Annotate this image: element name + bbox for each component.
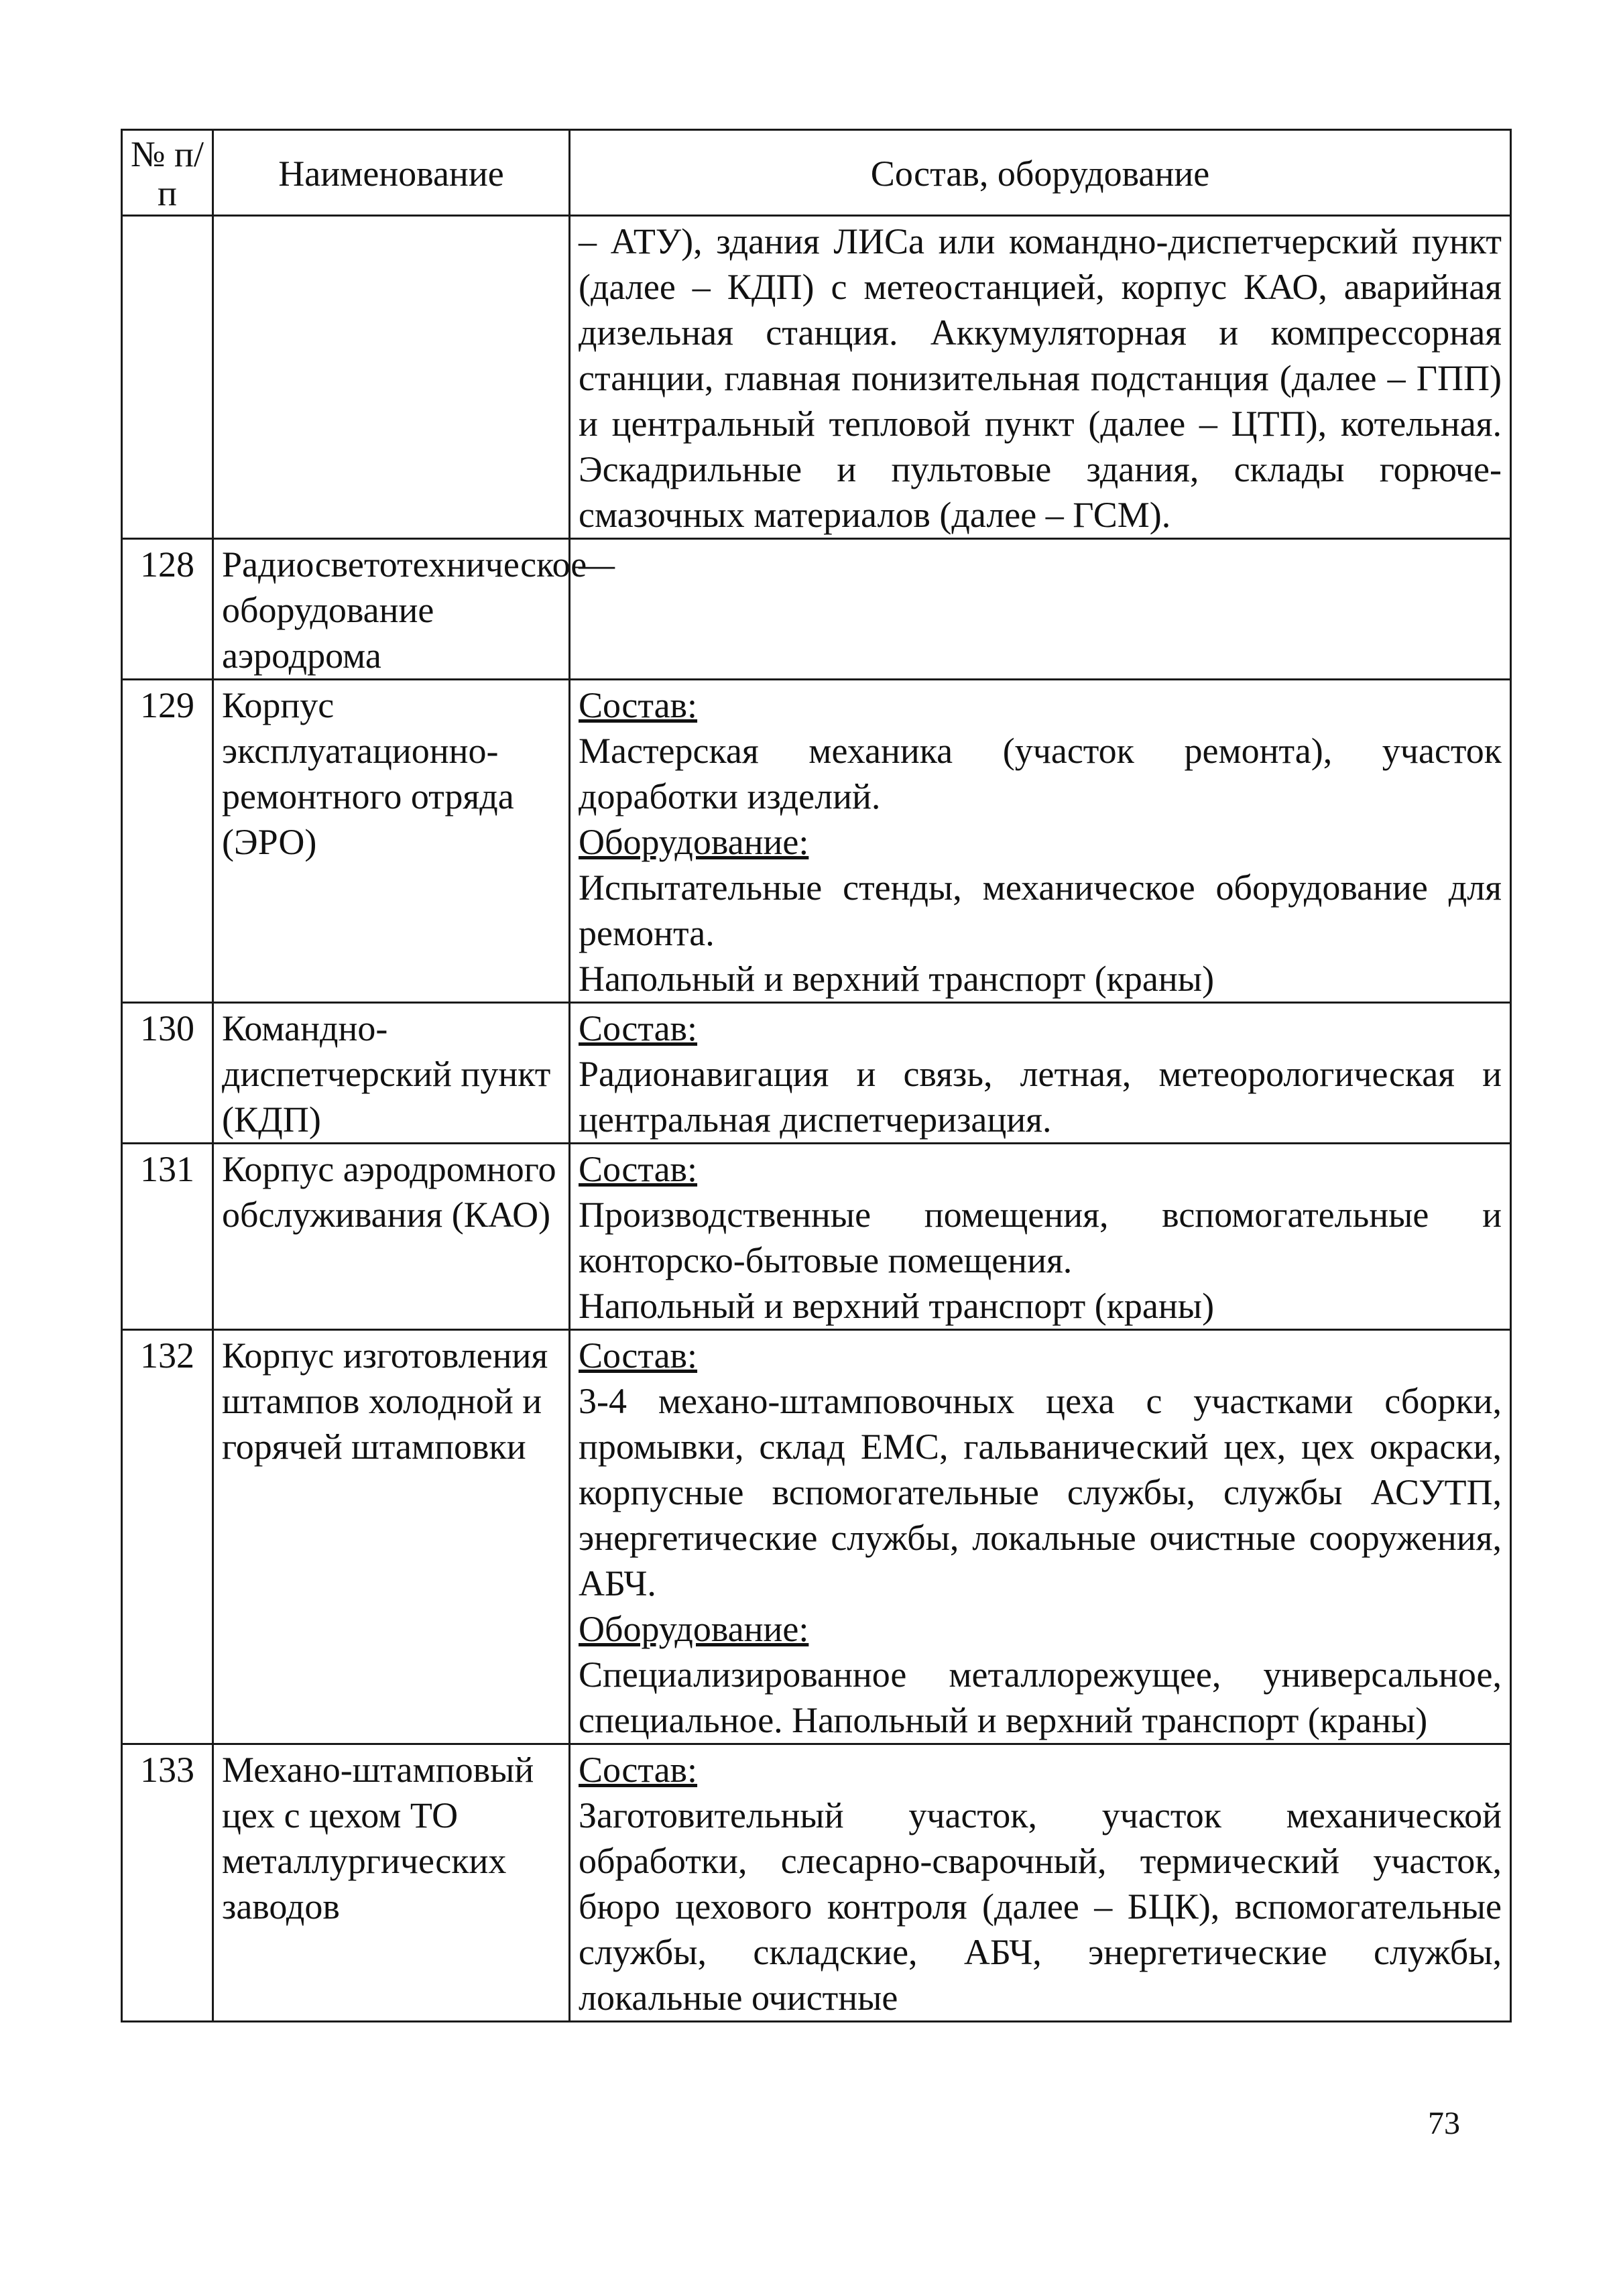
table-row — [122, 539, 1511, 680]
row-name: Механо-штамповый цех с цехом ТО металлургических заводов — [213, 1744, 570, 2022]
composition-text: Заготовительный участок, участок механической обработки, слесарно-сварочный, термический участок, бюро цехового контроля (далее – БЦК), вспомогательные службы, складские, АБЧ, энергетические службы, локальные очистные — [579, 1795, 1502, 2018]
composition-text: Напольный и верхний транспорт (краны) — [579, 959, 1215, 999]
page-number: 73 — [1428, 2106, 1460, 2141]
section-heading: Оборудование: — [579, 822, 809, 862]
row-number: 132 — [122, 1330, 213, 1744]
row-composition — [570, 1744, 1511, 2022]
row-number — [122, 216, 213, 539]
section-heading: Состав: — [579, 1149, 698, 1189]
row-name: Корпус эксплуатационно-ремонтного отряда (ЭРО) — [213, 680, 570, 1003]
composition-text: – АТУ), здания ЛИСа или командно-диспетчерский пункт (далее – КДП) с метеостанцией, корпус КАО, аварийная дизельная станция. Аккумуляторная и компрессорная станции, главная понизительная подстанция (далее – ГПП) и центральный тепловой пункт (далее – ЦТП), котельная. Эскадрильные и пультовые здания, склады горюче-смазочных материалов (далее – ГСМ). — [579, 221, 1502, 535]
table-row — [122, 680, 1511, 1003]
row-number: 128 — [122, 539, 213, 680]
row-composition — [570, 1003, 1511, 1144]
row-name — [213, 216, 570, 539]
row-name: Командно-диспетчерский пункт (КДП) — [213, 1003, 570, 1144]
table-header — [122, 130, 1511, 216]
composition-text: — — [579, 544, 615, 585]
composition-text: Напольный и верхний транспорт (краны) — [579, 1286, 1215, 1326]
composition-text: Производственные помещения, вспомогательные и конторско-бытовые помещения. — [579, 1195, 1502, 1280]
row-composition — [570, 1144, 1511, 1330]
composition-text: 3-4 механо-штамповочных цеха с участками сборки, промывки, склад ЕМС, гальванический цех, цех окраски, корпусные вспомогательные службы, службы АСУТП, энергетические службы, локальные очистные сооружения, АБЧ. — [579, 1381, 1502, 1604]
table-row — [122, 1330, 1511, 1744]
section-heading: Оборудование: — [579, 1609, 809, 1649]
composition-text: Радионавигация и связь, летная, метеорологическая и центральная диспетчеризация. — [579, 1054, 1502, 1140]
row-number: 130 — [122, 1003, 213, 1144]
row-composition — [570, 539, 1511, 680]
table-row — [122, 1744, 1511, 2022]
header-number: № п/п — [122, 130, 213, 216]
row-name: Корпус изготовления штампов холодной и горячей штамповки — [213, 1330, 570, 1744]
section-heading: Состав: — [579, 1335, 698, 1376]
composition-text: Мастерская механика (участок ремонта), участок доработки изделий. — [579, 731, 1502, 817]
row-composition — [570, 680, 1511, 1003]
table-row — [122, 216, 1511, 539]
row-number: 129 — [122, 680, 213, 1003]
row-number: 131 — [122, 1144, 213, 1330]
equipment-table — [121, 129, 1512, 2022]
row-composition — [570, 1330, 1511, 1744]
composition-text: Испытательные стенды, механическое оборудование для ремонта. — [579, 867, 1502, 953]
row-composition — [570, 216, 1511, 539]
table-row — [122, 1003, 1511, 1144]
section-heading: Состав: — [579, 685, 698, 725]
header-composition: Состав, оборудование — [570, 130, 1511, 216]
table-row — [122, 1144, 1511, 1330]
row-number: 133 — [122, 1744, 213, 2022]
table-body — [122, 216, 1511, 2022]
row-name: Радиосветотехническое оборудование аэродрома — [213, 539, 570, 680]
section-heading: Состав: — [579, 1750, 698, 1790]
header-name: Наименование — [213, 130, 570, 216]
composition-text: Специализированное металлорежущее, универсальное, специальное. Напольный и верхний транспорт (краны) — [579, 1654, 1502, 1740]
section-heading: Состав: — [579, 1008, 698, 1048]
row-name: Корпус аэродромного обслуживания (КАО) — [213, 1144, 570, 1330]
